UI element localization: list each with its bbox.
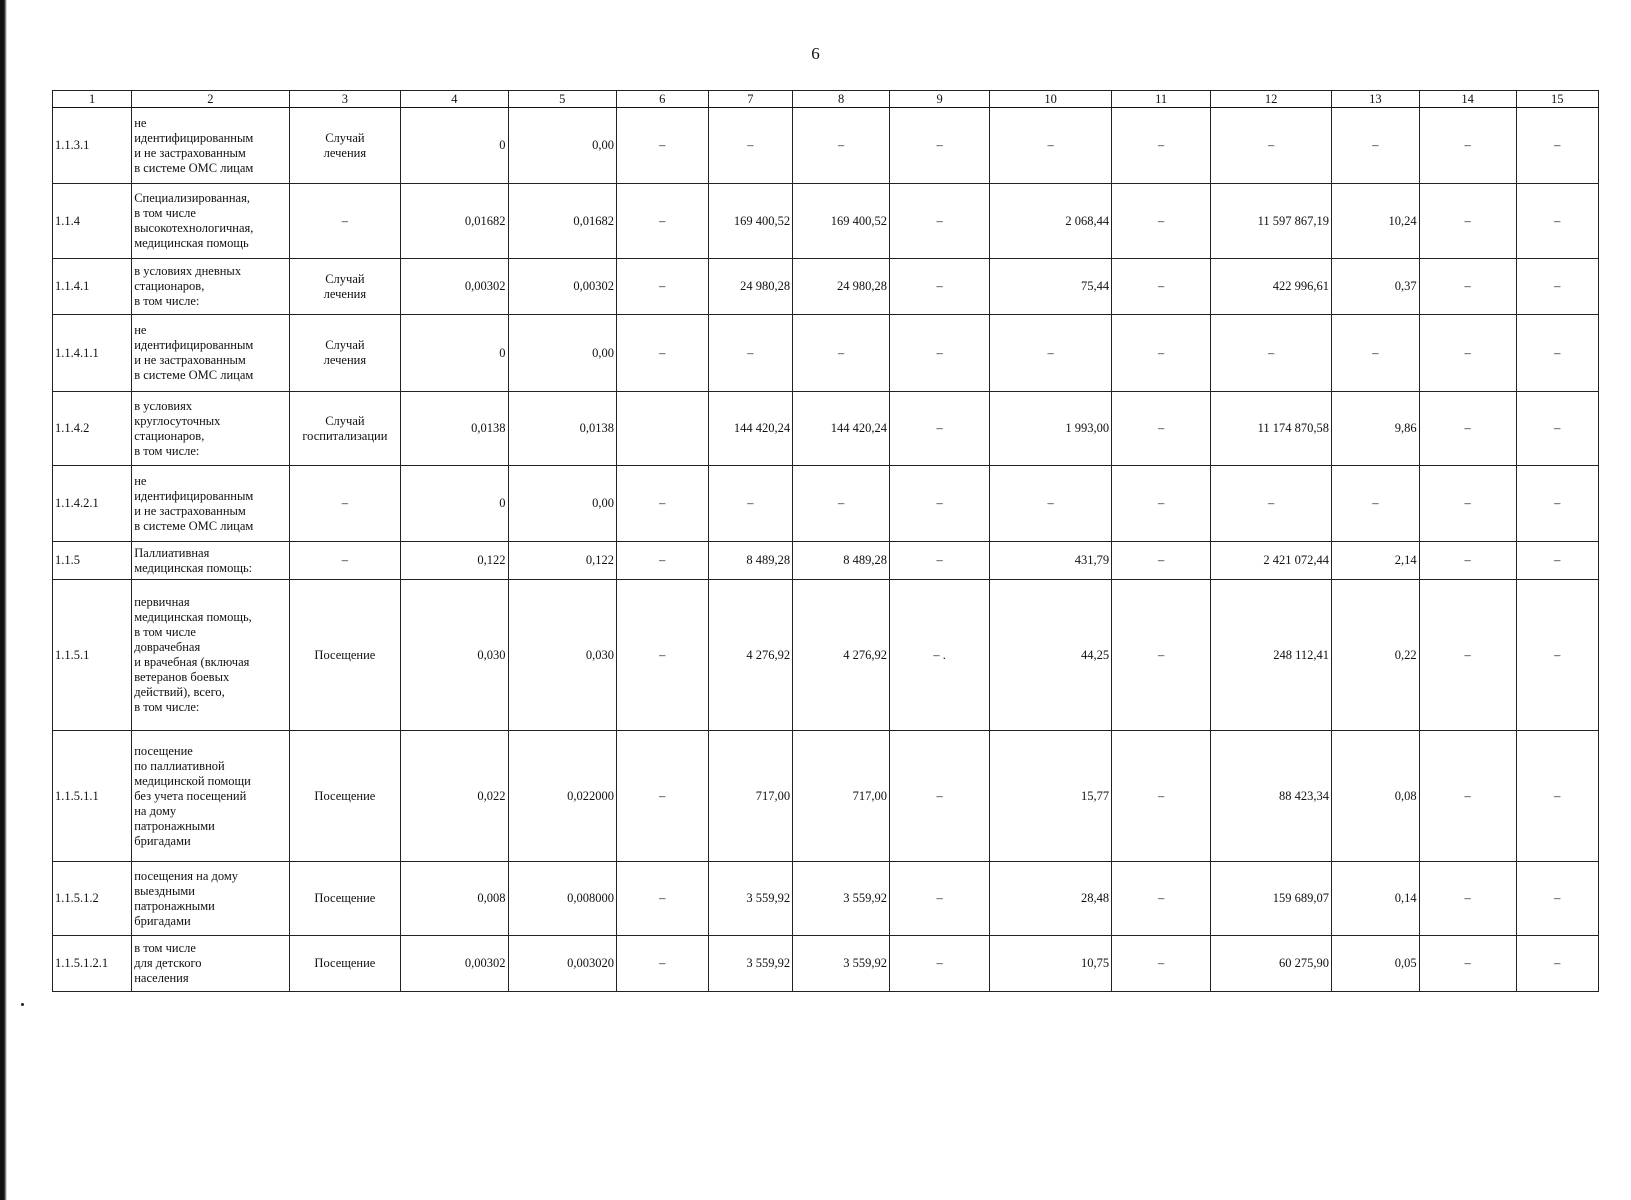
col-5-value: 0,00 xyxy=(508,108,616,184)
col-13-value: 0,37 xyxy=(1332,259,1420,315)
col-5-value: 0,022000 xyxy=(508,731,616,862)
col-14-value: – xyxy=(1419,936,1516,992)
col-6-value: – xyxy=(616,315,708,392)
col-4-value: 0,0138 xyxy=(401,392,508,466)
col-13-value: 0,05 xyxy=(1332,936,1420,992)
col-11-value: – xyxy=(1112,862,1211,936)
col-10-value: – xyxy=(990,108,1112,184)
col-8-value: – xyxy=(793,466,890,542)
column-header: 10 xyxy=(990,91,1112,108)
row-name: в условиях круглосуточных стационаров, в том числе: xyxy=(132,392,289,466)
col-15-value: – xyxy=(1516,936,1598,992)
col-15-value: – xyxy=(1516,580,1598,731)
col-13-value: – xyxy=(1332,315,1420,392)
col-14-value: – xyxy=(1419,862,1516,936)
col-12-value: 11 597 867,19 xyxy=(1211,184,1332,259)
table-body xyxy=(53,108,1599,992)
col-5-value: 0,00302 xyxy=(508,259,616,315)
col-11-value: – xyxy=(1112,542,1211,580)
table-row xyxy=(53,108,1599,184)
column-header: 3 xyxy=(289,91,401,108)
col-8-value: 717,00 xyxy=(793,731,890,862)
col-13-value: 10,24 xyxy=(1332,184,1420,259)
column-header: 2 xyxy=(132,91,289,108)
col-5-value: 0,00 xyxy=(508,315,616,392)
column-header: 1 xyxy=(53,91,132,108)
col-4-value: 0 xyxy=(401,108,508,184)
col-4-value: 0,122 xyxy=(401,542,508,580)
col-4-value: 0 xyxy=(401,315,508,392)
table-row xyxy=(53,936,1599,992)
col-5-value: 0,030 xyxy=(508,580,616,731)
table-row xyxy=(53,466,1599,542)
col-6-value: – xyxy=(616,259,708,315)
row-name: не идентифицированным и не застрахованным в системе ОМС лицам xyxy=(132,315,289,392)
col-15-value: – xyxy=(1516,184,1598,259)
table-row xyxy=(53,542,1599,580)
col-12-value: – xyxy=(1211,466,1332,542)
row-unit: Посещение xyxy=(289,936,401,992)
row-name: первичная медицинская помощь, в том числе доврачебная и врачебная (включая ветеранов боевых действий), всего, в том числе: xyxy=(132,580,289,731)
tariff-table xyxy=(52,90,1599,992)
row-unit: Случай лечения xyxy=(289,259,401,315)
col-11-value: – xyxy=(1112,392,1211,466)
col-6-value xyxy=(616,392,708,466)
col-5-value: 0,122 xyxy=(508,542,616,580)
row-code: 1.1.4.1 xyxy=(53,259,132,315)
row-code: 1.1.5.1 xyxy=(53,580,132,731)
col-13-value: 0,08 xyxy=(1332,731,1420,862)
row-code: 1.1.3.1 xyxy=(53,108,132,184)
col-15-value: – xyxy=(1516,108,1598,184)
col-4-value: 0 xyxy=(401,466,508,542)
col-13-value: – xyxy=(1332,466,1420,542)
col-11-value: – xyxy=(1112,259,1211,315)
col-13-value: – xyxy=(1332,108,1420,184)
col-8-value: 169 400,52 xyxy=(793,184,890,259)
col-9-value: – xyxy=(890,542,990,580)
col-7-value: – xyxy=(708,108,792,184)
col-5-value: 0,0138 xyxy=(508,392,616,466)
col-11-value: – xyxy=(1112,936,1211,992)
col-10-value: 44,25 xyxy=(990,580,1112,731)
column-header: 4 xyxy=(401,91,508,108)
table-row xyxy=(53,259,1599,315)
col-15-value: – xyxy=(1516,392,1598,466)
col-12-value: 11 174 870,58 xyxy=(1211,392,1332,466)
col-5-value: 0,003020 xyxy=(508,936,616,992)
row-code: 1.1.5.1.2 xyxy=(53,862,132,936)
col-12-value: 422 996,61 xyxy=(1211,259,1332,315)
row-code: 1.1.4.1.1 xyxy=(53,315,132,392)
row-unit: Посещение xyxy=(289,862,401,936)
row-name: в условиях дневных стационаров, в том числе: xyxy=(132,259,289,315)
col-15-value: – xyxy=(1516,466,1598,542)
col-14-value: – xyxy=(1419,731,1516,862)
col-11-value: – xyxy=(1112,315,1211,392)
col-7-value: 717,00 xyxy=(708,731,792,862)
row-code: 1.1.4.2 xyxy=(53,392,132,466)
col-8-value: – xyxy=(793,108,890,184)
col-7-value: 24 980,28 xyxy=(708,259,792,315)
col-11-value: – xyxy=(1112,108,1211,184)
col-12-value: 88 423,34 xyxy=(1211,731,1332,862)
row-unit: Случай лечения xyxy=(289,315,401,392)
col-8-value: 4 276,92 xyxy=(793,580,890,731)
row-name: Специализированная, в том числе высокотехнологичная, медицинская помощь xyxy=(132,184,289,259)
table-row xyxy=(53,315,1599,392)
row-name: посещения на дому выездными патронажными бригадами xyxy=(132,862,289,936)
col-6-value: – xyxy=(616,862,708,936)
column-header: 12 xyxy=(1211,91,1332,108)
col-14-value: – xyxy=(1419,184,1516,259)
col-10-value: 75,44 xyxy=(990,259,1112,315)
col-8-value: 3 559,92 xyxy=(793,862,890,936)
col-12-value: 248 112,41 xyxy=(1211,580,1332,731)
col-7-value: 144 420,24 xyxy=(708,392,792,466)
col-14-value: – xyxy=(1419,315,1516,392)
col-6-value: – xyxy=(616,466,708,542)
col-7-value: 3 559,92 xyxy=(708,862,792,936)
col-14-value: – xyxy=(1419,259,1516,315)
col-8-value: – xyxy=(793,315,890,392)
col-10-value: 10,75 xyxy=(990,936,1112,992)
col-15-value: – xyxy=(1516,542,1598,580)
row-name: не идентифицированным и не застрахованным в системе ОМС лицам xyxy=(132,466,289,542)
col-12-value: 60 275,90 xyxy=(1211,936,1332,992)
column-header: 15 xyxy=(1516,91,1598,108)
column-header: 9 xyxy=(890,91,990,108)
col-10-value: 1 993,00 xyxy=(990,392,1112,466)
col-9-value: – xyxy=(890,259,990,315)
col-4-value: 0,01682 xyxy=(401,184,508,259)
col-9-value: – xyxy=(890,466,990,542)
col-9-value: – xyxy=(890,184,990,259)
col-15-value: – xyxy=(1516,259,1598,315)
col-14-value: – xyxy=(1419,108,1516,184)
table-row xyxy=(53,862,1599,936)
row-unit: – xyxy=(289,542,401,580)
col-4-value: 0,030 xyxy=(401,580,508,731)
col-7-value: 8 489,28 xyxy=(708,542,792,580)
col-14-value: – xyxy=(1419,392,1516,466)
col-7-value: 4 276,92 xyxy=(708,580,792,731)
row-name: в том числе для детского населения xyxy=(132,936,289,992)
column-header: 6 xyxy=(616,91,708,108)
col-10-value: 2 068,44 xyxy=(990,184,1112,259)
row-unit: Случай госпитализации xyxy=(289,392,401,466)
col-9-value: – . xyxy=(890,580,990,731)
col-11-value: – xyxy=(1112,184,1211,259)
row-unit: Посещение xyxy=(289,580,401,731)
column-header: 8 xyxy=(793,91,890,108)
column-number-row xyxy=(53,91,1599,108)
col-14-value: – xyxy=(1419,580,1516,731)
table-row xyxy=(53,184,1599,259)
col-12-value: 159 689,07 xyxy=(1211,862,1332,936)
col-13-value: 9,86 xyxy=(1332,392,1420,466)
row-name: посещение по паллиативной медицинской помощи без учета посещений на дому патронажными бригадами xyxy=(132,731,289,862)
row-unit: – xyxy=(289,466,401,542)
col-11-value: – xyxy=(1112,731,1211,862)
col-8-value: 144 420,24 xyxy=(793,392,890,466)
row-name: Паллиативная медицинская помощь: xyxy=(132,542,289,580)
col-9-value: – xyxy=(890,108,990,184)
col-4-value: 0,00302 xyxy=(401,259,508,315)
col-7-value: 3 559,92 xyxy=(708,936,792,992)
col-5-value: 0,00 xyxy=(508,466,616,542)
col-12-value: – xyxy=(1211,108,1332,184)
row-code: 1.1.5 xyxy=(53,542,132,580)
row-name: не идентифицированным и не застрахованным в системе ОМС лицам xyxy=(132,108,289,184)
row-code: 1.1.4 xyxy=(53,184,132,259)
col-5-value: 0,008000 xyxy=(508,862,616,936)
column-header: 14 xyxy=(1419,91,1516,108)
column-header: 7 xyxy=(708,91,792,108)
col-7-value: 169 400,52 xyxy=(708,184,792,259)
scan-speck xyxy=(21,1003,24,1006)
row-unit: – xyxy=(289,184,401,259)
col-12-value: – xyxy=(1211,315,1332,392)
col-7-value: – xyxy=(708,466,792,542)
column-header: 5 xyxy=(508,91,616,108)
col-8-value: 3 559,92 xyxy=(793,936,890,992)
col-4-value: 0,00302 xyxy=(401,936,508,992)
row-unit: Случай лечения xyxy=(289,108,401,184)
col-13-value: 2,14 xyxy=(1332,542,1420,580)
col-9-value: – xyxy=(890,731,990,862)
col-14-value: – xyxy=(1419,542,1516,580)
scan-edge-shadow xyxy=(0,0,7,1200)
col-10-value: – xyxy=(990,466,1112,542)
col-6-value: – xyxy=(616,580,708,731)
col-12-value: 2 421 072,44 xyxy=(1211,542,1332,580)
col-10-value: – xyxy=(990,315,1112,392)
col-6-value: – xyxy=(616,936,708,992)
column-header: 13 xyxy=(1332,91,1420,108)
col-8-value: 24 980,28 xyxy=(793,259,890,315)
row-code: 1.1.5.1.1 xyxy=(53,731,132,862)
col-9-value: – xyxy=(890,936,990,992)
col-9-value: – xyxy=(890,315,990,392)
col-6-value: – xyxy=(616,731,708,862)
col-7-value: – xyxy=(708,315,792,392)
col-15-value: – xyxy=(1516,862,1598,936)
col-9-value: – xyxy=(890,862,990,936)
col-14-value: – xyxy=(1419,466,1516,542)
col-8-value: 8 489,28 xyxy=(793,542,890,580)
col-6-value: – xyxy=(616,184,708,259)
row-code: 1.1.5.1.2.1 xyxy=(53,936,132,992)
col-6-value: – xyxy=(616,108,708,184)
row-code: 1.1.4.2.1 xyxy=(53,466,132,542)
table-row xyxy=(53,580,1599,731)
col-15-value: – xyxy=(1516,315,1598,392)
col-4-value: 0,022 xyxy=(401,731,508,862)
table-row xyxy=(53,392,1599,466)
page-number: 6 xyxy=(811,44,820,63)
col-10-value: 15,77 xyxy=(990,731,1112,862)
table-row xyxy=(53,731,1599,862)
col-15-value: – xyxy=(1516,731,1598,862)
col-13-value: 0,22 xyxy=(1332,580,1420,731)
col-11-value: – xyxy=(1112,580,1211,731)
column-header: 11 xyxy=(1112,91,1211,108)
col-10-value: 28,48 xyxy=(990,862,1112,936)
col-9-value: – xyxy=(890,392,990,466)
row-unit: Посещение xyxy=(289,731,401,862)
col-13-value: 0,14 xyxy=(1332,862,1420,936)
col-6-value: – xyxy=(616,542,708,580)
col-5-value: 0,01682 xyxy=(508,184,616,259)
col-11-value: – xyxy=(1112,466,1211,542)
col-4-value: 0,008 xyxy=(401,862,508,936)
col-10-value: 431,79 xyxy=(990,542,1112,580)
